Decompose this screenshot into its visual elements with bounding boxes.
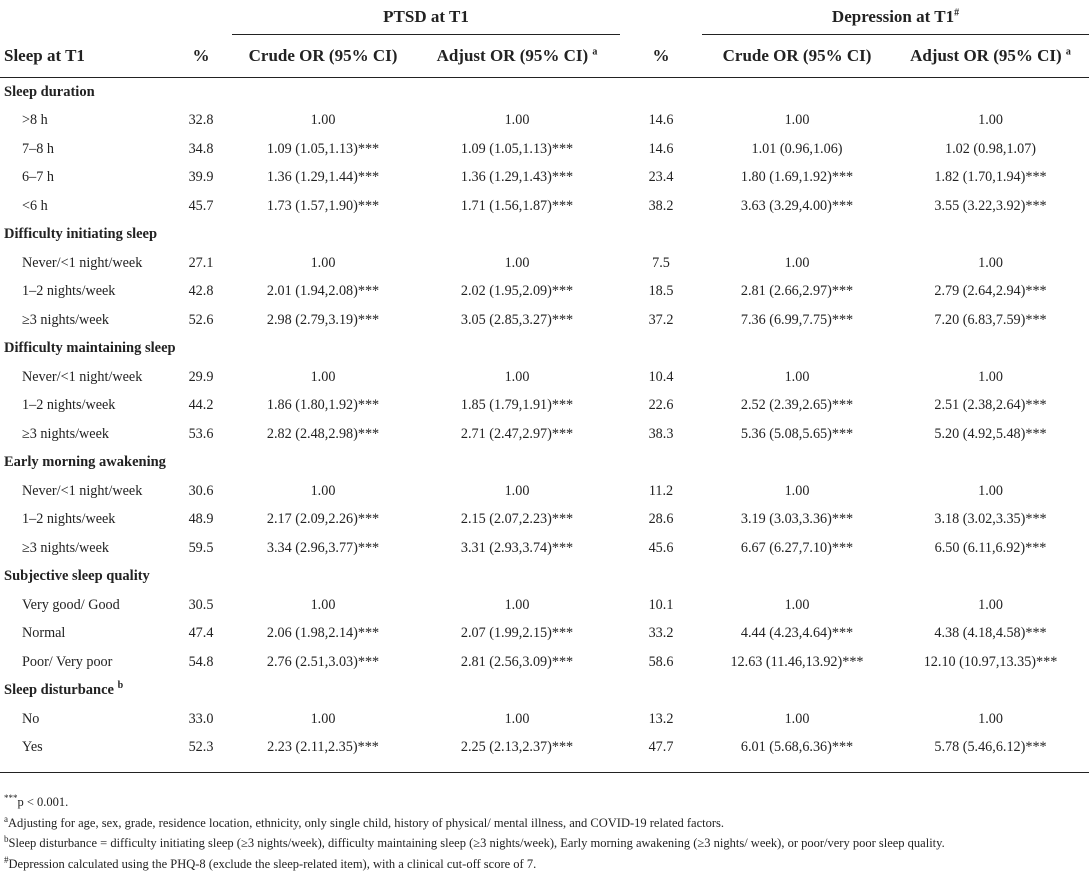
cell-p-adj: 2.15 (2.07,2.23)***: [460, 511, 574, 528]
cell-p-crude: 1.86 (1.80,1.92)***: [266, 397, 380, 414]
table-body: [0, 78, 1089, 773]
cell-p-pct: 59.5: [188, 539, 214, 556]
cell-p-pct: 47.4: [188, 625, 214, 642]
cell-d-adj: 3.18 (3.02,3.35)***: [934, 511, 1047, 528]
cell-d-adj: 1.02 (0.98,1.07): [944, 140, 1037, 157]
table-row: [0, 506, 1089, 535]
group-ptsd: PTSD at T1: [232, 0, 620, 35]
cell-p-crude: 1.00: [310, 596, 336, 613]
row-label: <6 h: [22, 197, 48, 214]
section-row: [0, 677, 1089, 706]
cell-d-crude: 1.00: [784, 482, 810, 499]
cell-d-pct: 47.7: [648, 739, 674, 756]
cell-p-adj: 1.00: [504, 710, 530, 727]
section-title: Early morning awakening: [4, 454, 166, 471]
cell-p-adj: 1.00: [504, 482, 530, 499]
cell-p-crude: 2.23 (2.11,2.35)***: [267, 739, 379, 756]
cell-d-pct: 28.6: [648, 511, 674, 528]
cell-p-adj: 1.71 (1.56,1.87)***: [460, 197, 574, 214]
cell-p-crude: 2.01 (1.94,2.08)***: [266, 283, 380, 300]
cell-p-adj: 2.07 (1.99,2.15)***: [460, 625, 574, 642]
cell-p-pct: 52.3: [188, 739, 214, 756]
table-row: [0, 477, 1089, 506]
cell-p-adj: 1.36 (1.29,1.43)***: [460, 169, 574, 186]
cell-d-pct: 14.6: [648, 112, 674, 129]
cell-d-crude: 6.01 (5.68,6.36)***: [740, 739, 854, 756]
cell-p-pct: 29.9: [188, 368, 214, 385]
row-label: Never/<1 night/week: [22, 482, 143, 499]
col-dep-pct: %: [652, 45, 670, 65]
cell-p-adj: 1.00: [504, 596, 530, 613]
table-footnotes: [4, 794, 1084, 876]
cell-d-crude: 2.81 (2.66,2.97)***: [740, 283, 854, 300]
cell-p-crude: 1.00: [310, 254, 336, 271]
cell-p-pct: 45.7: [188, 197, 214, 214]
cell-d-adj: 1.00: [978, 596, 1003, 613]
table-row: [0, 734, 1089, 763]
cell-d-crude: 3.63 (3.29,4.00)***: [740, 197, 854, 214]
section-title: Difficulty initiating sleep: [4, 226, 158, 243]
table-row: [0, 534, 1089, 563]
cell-p-adj: 3.05 (2.85,3.27)***: [460, 311, 574, 328]
cell-d-crude: 7.36 (6.99,7.75)***: [740, 311, 854, 328]
cell-p-adj: 1.00: [504, 254, 530, 271]
cell-p-crude: 1.00: [310, 482, 336, 499]
section-row: [0, 335, 1089, 364]
cell-d-adj: 5.20 (4.92,5.48)***: [934, 425, 1047, 442]
cell-d-pct: 45.6: [648, 539, 674, 556]
table-row: [0, 392, 1089, 421]
row-label: Never/<1 night/week: [22, 254, 143, 271]
table-row: [0, 591, 1089, 620]
cell-p-crude: 3.34 (2.96,3.77)***: [266, 539, 380, 556]
row-label: Never/<1 night/week: [22, 368, 143, 385]
cell-d-crude: 5.36 (5.08,5.65)***: [740, 425, 854, 442]
cell-d-crude: 1.01 (0.96,1.06): [751, 140, 843, 157]
footnote: $^b$Sleep disturbance = difficulty initiating sleep (≥3 nights/week), difficulty maintaining sleep (≥3 nights/week), Early morning awakening (≥3 nights/ week), or poor/very poor sleep quality.: [4, 833, 945, 850]
cell-p-crude: 1.09 (1.05,1.13)***: [266, 140, 380, 157]
cell-d-crude: 1.00: [784, 596, 810, 613]
section-title: Sleep disturbance $^b$: [4, 680, 124, 699]
cell-d-adj: 2.79 (2.64,2.94)***: [934, 283, 1047, 300]
cell-p-crude: 2.76 (2.51,3.03)***: [266, 653, 380, 670]
row-label: 1–2 nights/week: [22, 397, 116, 414]
cell-p-crude: 2.98 (2.79,3.19)***: [266, 311, 380, 328]
cell-p-crude: 2.06 (1.98,2.14)***: [266, 625, 380, 642]
cell-d-adj: 2.51 (2.38,2.64)***: [934, 397, 1047, 414]
row-label: Poor/ Very poor: [22, 653, 113, 670]
cell-p-adj: 2.81 (2.56,3.09)***: [460, 653, 574, 670]
table-end-rule: [0, 762, 1089, 773]
row-label: 6–7 h: [22, 169, 54, 186]
section-title: Sleep duration: [4, 83, 95, 100]
cell-p-crude: 2.17 (2.09,2.26)***: [266, 511, 380, 528]
cell-p-pct: 54.8: [188, 653, 214, 670]
row-label: ≥3 nights/week: [22, 539, 109, 556]
column-header-row: [0, 35, 1089, 78]
cell-p-adj: 2.71 (2.47,2.97)***: [460, 425, 574, 442]
cell-d-crude: 2.52 (2.39,2.65)***: [740, 397, 854, 414]
col-sleep: Sleep at T1: [4, 45, 85, 65]
row-label: 7–8 h: [22, 140, 54, 157]
table-row: [0, 107, 1089, 136]
col-dep-crude: Crude OR (95% CI): [722, 46, 872, 65]
section-row: [0, 449, 1089, 478]
cell-d-pct: 22.6: [648, 397, 674, 414]
cell-p-pct: 33.0: [188, 710, 214, 727]
col-ptsd-adjust: Adjust OR (95% CI) $^a$: [436, 46, 598, 65]
cell-d-pct: 7.5: [652, 254, 670, 271]
cell-d-adj: 5.78 (5.46,6.12)***: [934, 739, 1047, 756]
cell-p-pct: 30.5: [188, 596, 214, 613]
row-label: >8 h: [22, 112, 48, 129]
cell-d-adj: 1.00: [978, 254, 1003, 271]
section-row: [0, 221, 1089, 250]
cell-d-pct: 10.1: [648, 596, 674, 613]
row-label: ≥3 nights/week: [22, 311, 109, 328]
table-row: [0, 420, 1089, 449]
cell-d-adj: 1.00: [978, 482, 1003, 499]
cell-d-pct: 13.2: [648, 710, 674, 727]
cell-p-adj: 1.09 (1.05,1.13)***: [460, 140, 574, 157]
footnote: $^a$Adjusting for age, sex, grade, residence location, ethnicity, only single child, history of physical/ mental illness, and COVID-19 related factors.: [4, 813, 725, 830]
cell-d-crude: 1.00: [784, 112, 810, 129]
cell-p-pct: 48.9: [188, 511, 214, 528]
cell-p-crude: 1.00: [310, 112, 336, 129]
cell-p-crude: 1.00: [310, 368, 336, 385]
row-label: Yes: [22, 739, 43, 756]
cell-p-pct: 34.8: [188, 140, 214, 157]
cell-d-crude: 1.80 (1.69,1.92)***: [740, 169, 854, 186]
table-row: [0, 705, 1089, 734]
table-row: [0, 135, 1089, 164]
table-row: [0, 306, 1089, 335]
cell-p-adj: 1.00: [504, 112, 530, 129]
cell-d-crude: 6.67 (6.27,7.10)***: [740, 539, 854, 556]
cell-d-pct: 23.4: [648, 169, 674, 186]
row-label: No: [22, 710, 40, 727]
cell-p-adj: 1.00: [504, 368, 530, 385]
group-header-row: [0, 0, 1089, 35]
cell-d-pct: 38.2: [648, 197, 674, 214]
cell-d-adj: 1.00: [978, 112, 1003, 129]
cell-d-crude: 3.19 (3.03,3.36)***: [740, 511, 854, 528]
cell-d-pct: 10.4: [648, 368, 674, 385]
cell-p-pct: 53.6: [188, 425, 214, 442]
section-row: [0, 563, 1089, 592]
cell-d-adj: 12.10 (10.97,13.35)***: [923, 653, 1058, 670]
cell-d-pct: 58.6: [648, 653, 674, 670]
cell-p-adj: 2.02 (1.95,2.09)***: [460, 283, 574, 300]
section-row: [0, 78, 1089, 107]
table-row: [0, 164, 1089, 193]
cell-d-adj: 1.82 (1.70,1.94)***: [934, 169, 1047, 186]
cell-d-adj: 3.55 (3.22,3.92)***: [934, 197, 1047, 214]
cell-p-pct: 52.6: [188, 311, 214, 328]
cell-d-pct: 33.2: [648, 625, 674, 642]
cell-d-crude: 1.00: [784, 254, 810, 271]
table-row: [0, 363, 1089, 392]
cell-d-adj: 1.00: [978, 710, 1003, 727]
cell-p-crude: 1.00: [310, 710, 336, 727]
table-row: [0, 278, 1089, 307]
cell-d-crude: 1.00: [784, 368, 810, 385]
cell-p-pct: 39.9: [188, 169, 214, 186]
cell-p-pct: 27.1: [188, 254, 214, 271]
cell-p-crude: 1.73 (1.57,1.90)***: [266, 197, 380, 214]
cell-d-adj: 7.20 (6.83,7.59)***: [934, 311, 1047, 328]
table-row: [0, 620, 1089, 649]
table-row: [0, 249, 1089, 278]
cell-p-crude: 1.36 (1.29,1.44)***: [266, 169, 380, 186]
cell-d-pct: 14.6: [648, 140, 674, 157]
footnote: #Depression calculated using the PHQ-8 (exclude the sleep-related item), with a clinical cut-off score of 7.: [4, 854, 537, 871]
cell-d-pct: 18.5: [648, 283, 674, 300]
cell-p-adj: 3.31 (2.93,3.74)***: [460, 539, 574, 556]
cell-d-crude: 12.63 (11.46,13.92)***: [730, 653, 864, 670]
cell-d-adj: 1.00: [978, 368, 1003, 385]
row-label: Normal: [22, 625, 66, 642]
cell-d-pct: 37.2: [648, 311, 674, 328]
cell-p-adj: 1.85 (1.79,1.91)***: [460, 397, 574, 414]
col-dep-adjust: Adjust OR (95% CI) $^a$: [910, 46, 1071, 65]
row-label: 1–2 nights/week: [22, 283, 116, 300]
cell-d-pct: 11.2: [648, 482, 674, 499]
footnote: ***p < 0.001.: [4, 792, 69, 809]
cell-p-pct: 42.8: [188, 283, 214, 300]
table-row: [0, 192, 1089, 221]
cell-d-pct: 38.3: [648, 425, 674, 442]
cell-p-pct: 44.2: [188, 397, 214, 414]
cell-p-pct: 30.6: [188, 482, 214, 499]
cell-p-adj: 2.25 (2.13,2.37)***: [460, 739, 574, 756]
col-ptsd-crude: Crude OR (95% CI): [248, 46, 398, 65]
table-row: [0, 648, 1089, 677]
group-depression: Depression at T1#: [702, 0, 1089, 35]
row-label: ≥3 nights/week: [22, 425, 109, 442]
cell-d-adj: 6.50 (6.11,6.92)***: [934, 539, 1047, 556]
section-title: Difficulty maintaining sleep: [4, 340, 176, 357]
cell-d-crude: 1.00: [784, 710, 810, 727]
row-label: Very good/ Good: [22, 596, 120, 613]
section-title: Subjective sleep quality: [4, 568, 150, 585]
cell-d-adj: 4.38 (4.18,4.58)***: [934, 625, 1047, 642]
row-label: 1–2 nights/week: [22, 511, 116, 528]
cell-d-crude: 4.44 (4.23,4.64)***: [740, 625, 854, 642]
col-ptsd-pct: %: [192, 45, 210, 65]
cell-p-pct: 32.8: [188, 112, 214, 129]
cell-p-crude: 2.82 (2.48,2.98)***: [266, 425, 380, 442]
